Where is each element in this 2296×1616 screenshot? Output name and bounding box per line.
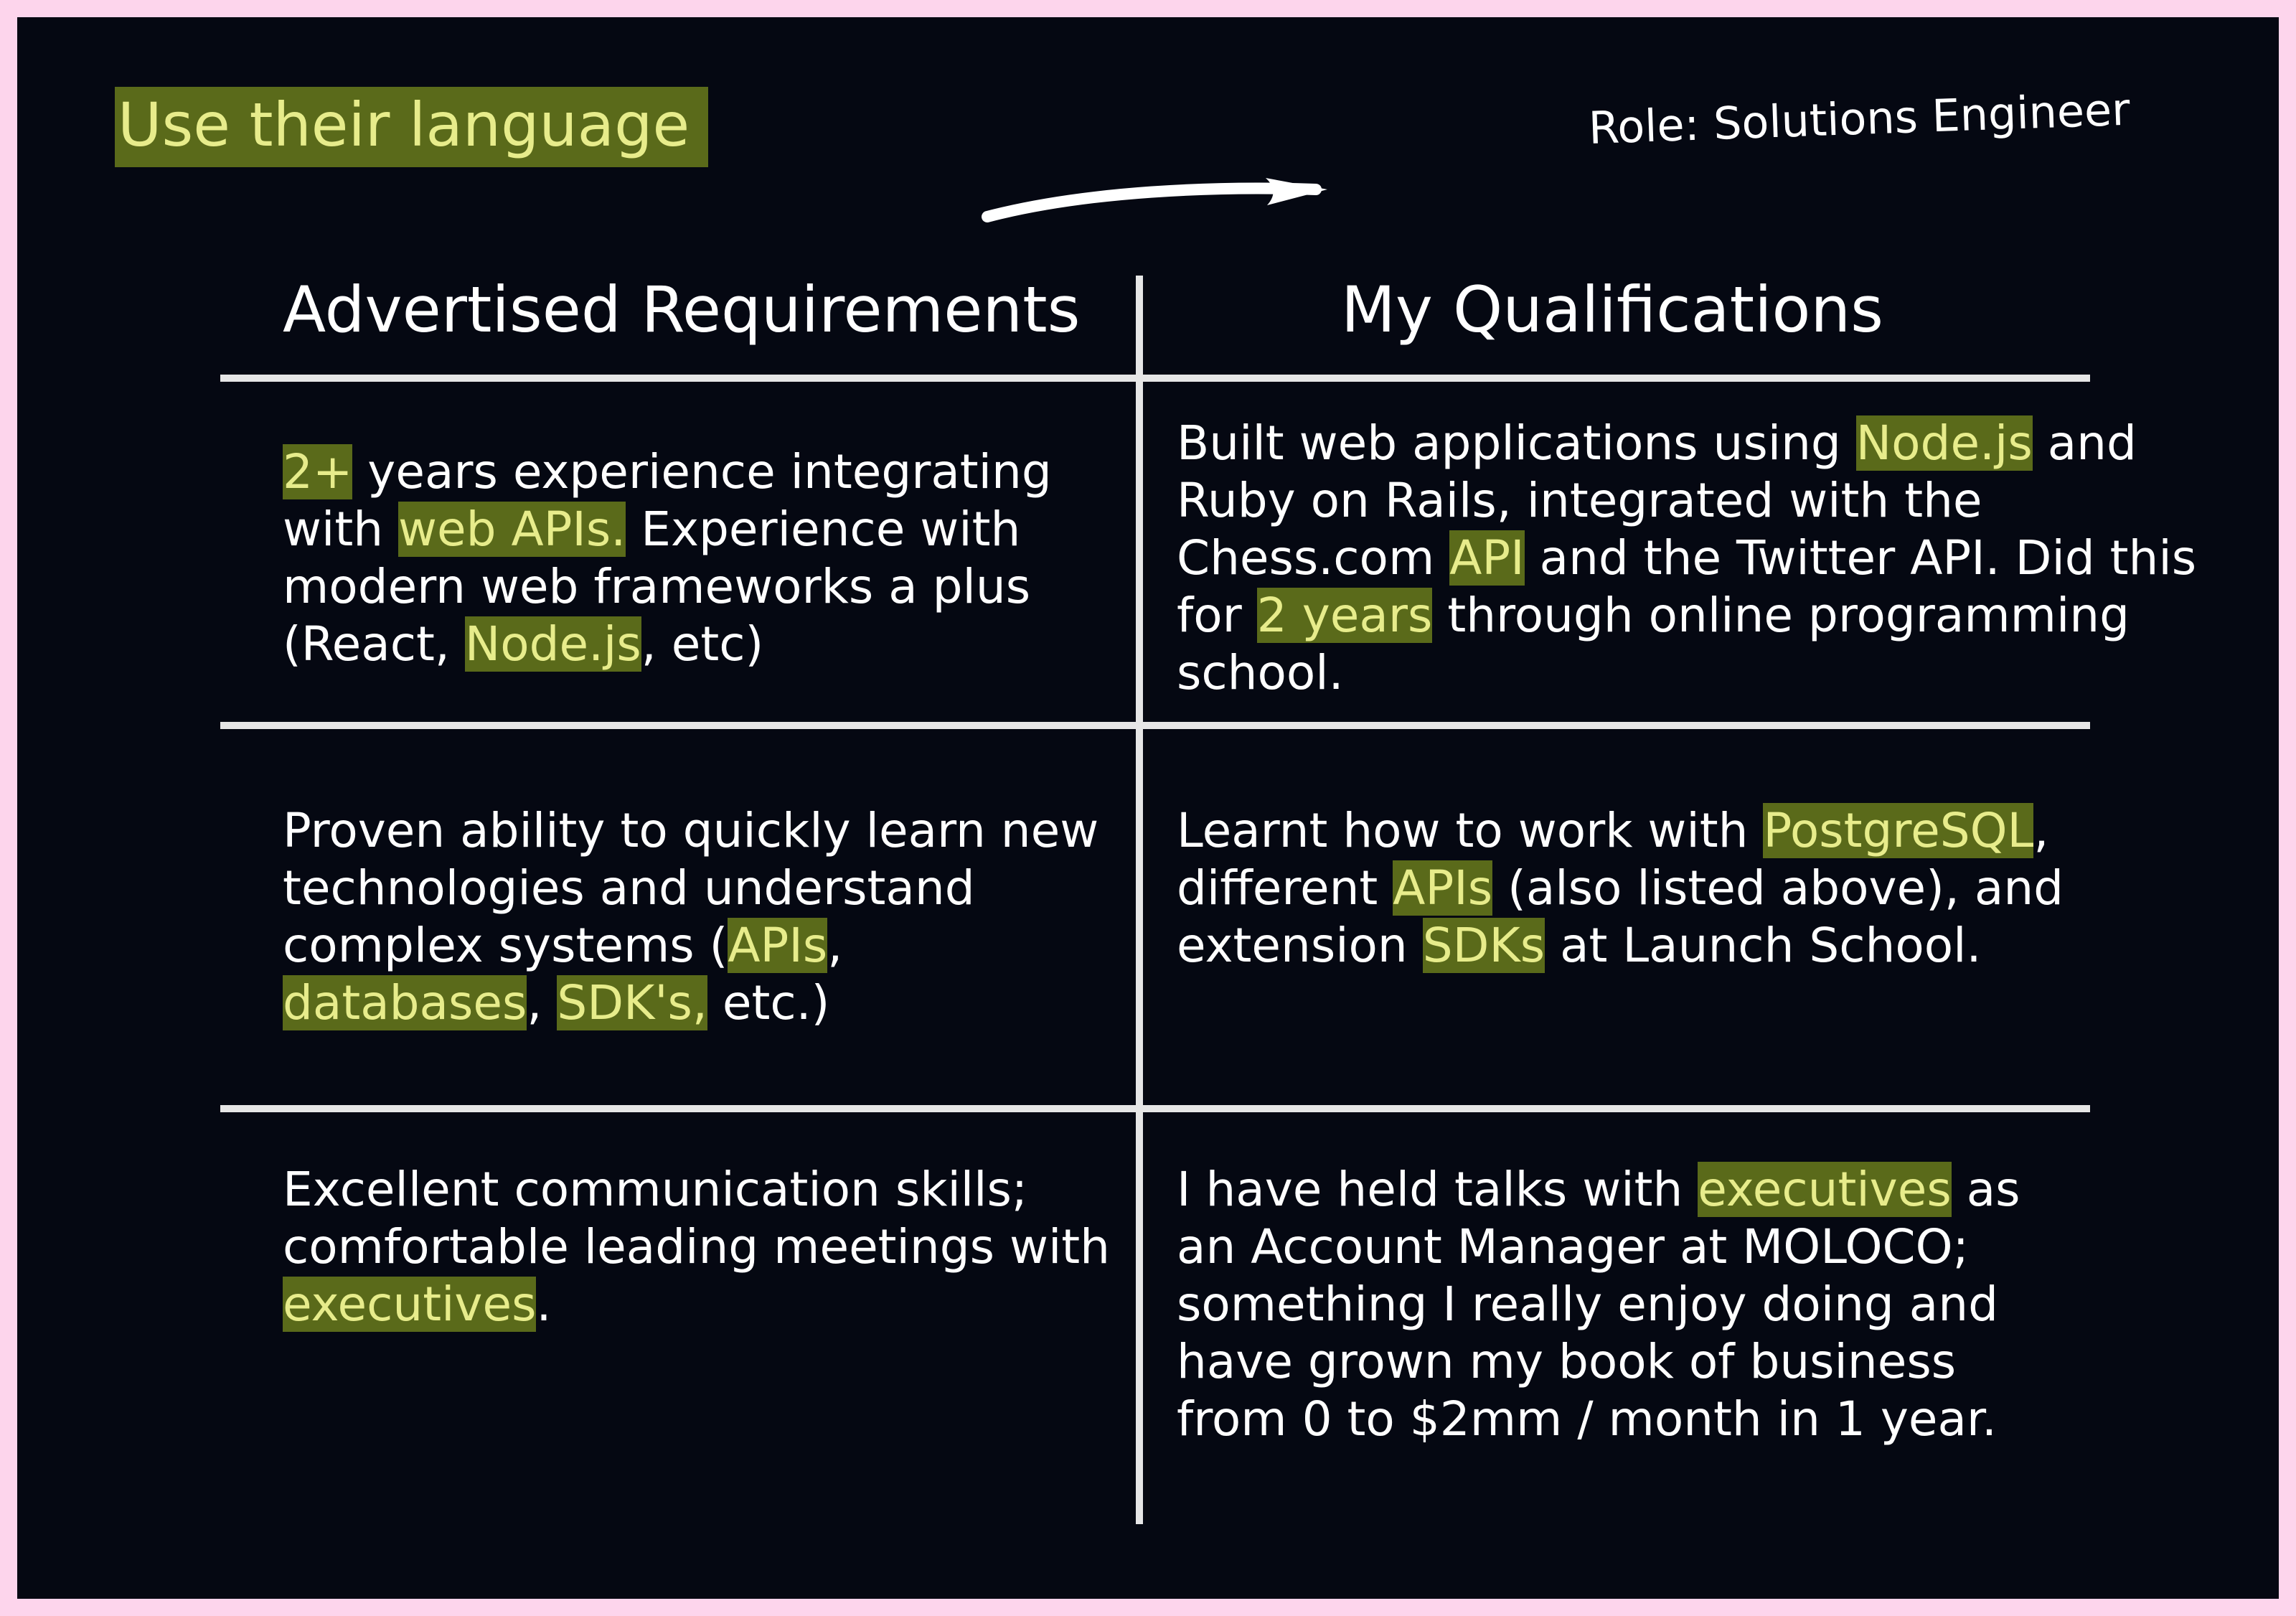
text-line [283,802,1098,860]
column-divider [1136,276,1143,1524]
text-segment: and [2032,415,2137,471]
column-header-requirements: Advertised Requirements [283,273,1081,347]
text-segment: extension [1177,918,1423,973]
text-line [1177,802,2064,860]
text-line [283,501,1052,558]
text-line [1177,1218,2020,1276]
role-label: Role: Solutions Engineer [1587,83,2131,154]
qualification-cell-2 [1177,802,2064,974]
text-line [1177,587,2196,644]
text-segment: have grown my book of business [1177,1334,1957,1389]
text-line [283,1276,1110,1333]
highlighted-term: executives [283,1277,537,1332]
text-line [283,1218,1110,1276]
text-segment: Proven ability to quickly learn new [283,803,1099,858]
text-segment: (React, [283,616,465,672]
requirement-cell-1 [283,443,1052,673]
text-segment: . [536,1277,552,1332]
highlighted-term: SDK's, [557,975,707,1030]
highlighted-term: web APIs. [398,502,626,557]
text-segment: different [1177,860,1393,916]
text-line [283,974,1098,1032]
text-segment: for [1177,588,1257,643]
row-divider [220,375,2090,382]
text-segment: , [527,975,557,1030]
text-line [1177,415,2196,472]
text-segment: with [283,502,399,557]
text-line [1177,860,2064,917]
text-line [283,558,1052,616]
highlighted-term: 2+ [283,444,353,499]
highlighted-term: databases [283,975,527,1030]
text-segment: (also listed above), and [1492,860,2064,916]
text-line [283,443,1052,501]
text-segment: I have held talks with [1177,1162,1698,1217]
text-line [283,860,1098,917]
highlighted-term: 2 years [1256,588,1433,643]
text-segment: comfortable leading meetings with [283,1219,1111,1274]
headline-text: Use their language [115,87,708,167]
highlighted-term: SDKs [1422,918,1545,973]
highlighted-term: Node.js [464,616,641,672]
text-line [1177,1391,2020,1448]
text-line [1177,1161,2020,1218]
text-line [1177,644,2196,702]
text-line [1177,1333,2020,1391]
headline [115,89,708,161]
text-segment: technologies and understand [283,860,975,916]
requirement-cell-2 [283,802,1098,1032]
text-line [1177,917,2064,974]
text-segment: , [2033,803,2049,858]
highlighted-term: executives [1698,1162,1952,1217]
text-segment: Ruby on Rails, integrated with the [1177,473,1982,528]
slide [17,17,2279,1599]
text-segment: at Launch School. [1545,918,1982,973]
highlighted-term: PostgreSQL [1763,803,2034,858]
text-segment: an Account Manager at MOLOCO; [1177,1219,1969,1274]
text-segment: something I really enjoy doing and [1177,1277,1998,1332]
text-segment: and the Twitter API. Did this [1524,530,2197,586]
text-segment: etc.) [707,975,830,1030]
qualification-cell-3 [1177,1161,2020,1448]
text-segment: Learnt how to work with [1177,803,1764,858]
text-line [1177,472,2196,530]
text-segment: through online programming [1432,588,2130,643]
requirement-cell-3 [283,1161,1110,1333]
highlighted-term: Node.js [1855,415,2033,471]
text-segment: from 0 to $2mm / month in 1 year. [1177,1391,1998,1447]
text-segment: , etc) [641,616,764,672]
text-segment: Experience with [626,502,1021,557]
text-segment: complex systems ( [283,918,728,973]
highlighted-term: APIs [728,918,828,973]
text-line [1177,1276,2020,1333]
text-segment: Chess.com [1177,530,1450,586]
highlighted-term: APIs [1393,860,1493,916]
text-segment: Excellent communication skills; [283,1162,1028,1217]
text-line [283,1161,1110,1218]
text-line [283,917,1098,974]
arrow-right-icon [979,168,1337,232]
qualification-cell-1 [1177,415,2196,702]
column-header-qualifications: My Qualifications [1341,273,1883,347]
text-segment: Built web applications using [1177,415,1856,471]
text-line [1177,530,2196,587]
text-segment: years experience integrating [352,444,1052,499]
row-divider [220,722,2090,729]
text-segment: school. [1177,645,1344,700]
text-segment: modern web frameworks a plus [283,559,1031,614]
text-line [283,616,1052,673]
highlighted-term: API [1449,530,1525,586]
row-divider [220,1105,2090,1112]
text-segment: as [1951,1162,2020,1217]
text-segment: , [827,918,843,973]
